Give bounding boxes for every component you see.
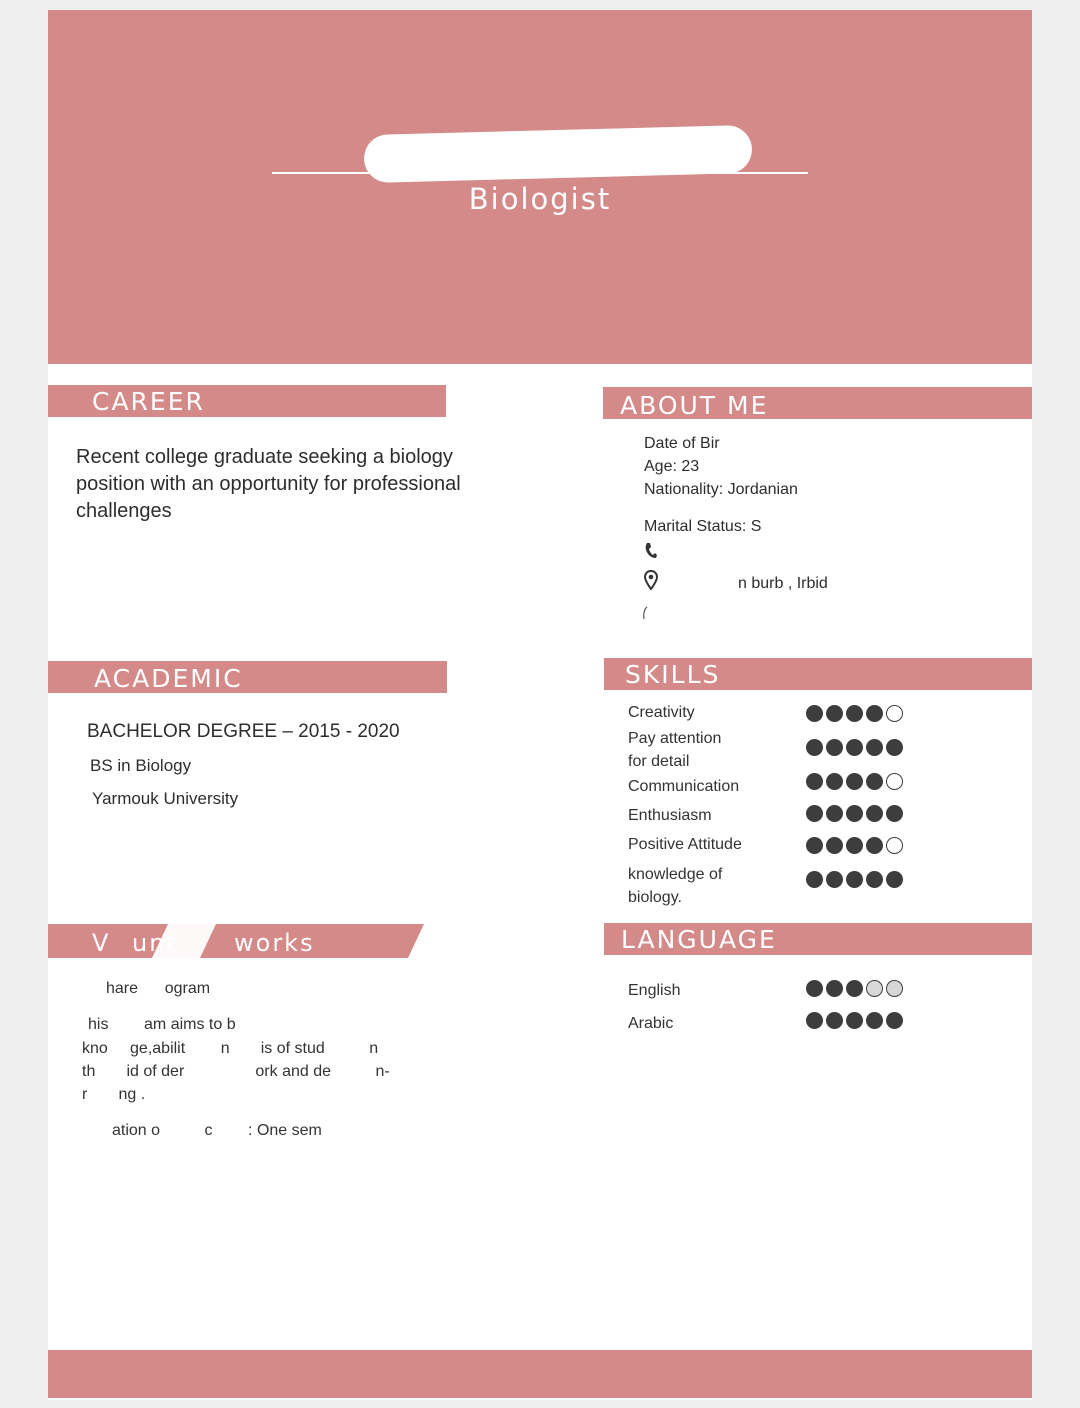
academic-heading: ACADEMIC [94, 664, 243, 693]
job-title: Biologist [468, 182, 612, 216]
rating-dot-filled [806, 871, 823, 888]
email-icon [642, 606, 650, 623]
rating-dot-empty [886, 980, 903, 997]
volunteer-line-6: ation o c : One sem [112, 1122, 322, 1139]
about-nationality: Nationality: Jordanian [644, 481, 798, 498]
rating-dot-filled [826, 871, 843, 888]
rating-dot-filled [866, 773, 883, 790]
skill-rating [806, 739, 903, 756]
rating-dot-filled [806, 739, 823, 756]
skill-label: Pay attention for detail [628, 730, 722, 770]
academic-heading-band [48, 661, 447, 693]
rating-dot-filled [826, 805, 843, 822]
rating-dot-empty [886, 705, 903, 722]
rating-dot-filled [826, 1012, 843, 1029]
rating-dot-filled [886, 805, 903, 822]
rating-dot-filled [866, 1012, 883, 1029]
skill-label: Enthusiasm [628, 807, 712, 824]
academic-university: Yarmouk University [92, 789, 239, 808]
skill-rating [806, 773, 903, 790]
rating-dot-filled [806, 837, 823, 854]
volunteer-line-1: hare ogram [106, 980, 211, 997]
rating-dot-filled [846, 980, 863, 997]
academic-degree: BACHELOR DEGREE – 2015 - 2020 [87, 721, 400, 742]
about-address: n burb , Irbid [738, 575, 828, 592]
rating-dot-partial [866, 980, 883, 997]
rating-dot-empty [886, 837, 903, 854]
rating-dot-filled [866, 871, 883, 888]
rating-dot-filled [886, 871, 903, 888]
skill-label: Communication [628, 778, 740, 795]
volunteer-heading-fragment-2: unt [132, 929, 178, 957]
rating-dot-filled [846, 837, 863, 854]
skills-heading-band [604, 658, 1032, 690]
rating-dot-filled [866, 805, 883, 822]
language-heading-band [604, 923, 1032, 955]
volunteer-heading-fragment-3: works [234, 929, 315, 957]
name-underline [272, 172, 808, 174]
volunteer-line-3: kno ge,abilit n is of stud n [82, 1040, 379, 1057]
rating-dot-filled [866, 739, 883, 756]
rating-dot-filled [806, 980, 823, 997]
volunteer-heading-fragment-1: V [92, 929, 109, 957]
redacted-name [363, 125, 752, 183]
rating-dot-filled [886, 739, 903, 756]
rating-dot-filled [846, 1012, 863, 1029]
skill-label: knowledge of biology. [628, 866, 723, 906]
about-heading: ABOUT ME [620, 391, 769, 420]
language-rating [806, 1012, 903, 1029]
rating-dot-filled [886, 1012, 903, 1029]
rating-dot-filled [826, 980, 843, 997]
rating-dot-filled [826, 705, 843, 722]
rating-dot-filled [806, 773, 823, 790]
about-heading-band [603, 387, 1032, 419]
volunteer-line-2: his am aims to b [88, 1016, 236, 1033]
career-text: Recent college graduate seeking a biology position with an opportunity for professional challenges [76, 446, 461, 522]
rating-dot-filled [846, 871, 863, 888]
skill-rating [806, 871, 903, 888]
rating-dot-filled [826, 837, 843, 854]
skill-rating [806, 837, 903, 854]
rating-dot-filled [846, 739, 863, 756]
rating-dot-filled [846, 805, 863, 822]
volunteer-line-5: r ng . [82, 1086, 146, 1103]
career-heading-band [48, 385, 446, 417]
career-heading: CAREER [92, 387, 205, 416]
skill-label: Creativity [628, 704, 695, 721]
language-label: Arabic [628, 1015, 674, 1032]
rating-dot-filled [806, 1012, 823, 1029]
skill-rating [806, 805, 903, 822]
language-label: English [628, 982, 681, 999]
academic-major: BS in Biology [90, 756, 192, 775]
footer-band [48, 1350, 1032, 1398]
rating-dot-filled [826, 739, 843, 756]
language-rating [806, 980, 903, 997]
header-banner [48, 10, 1032, 364]
phone-icon [644, 542, 658, 565]
rating-dot-filled [866, 705, 883, 722]
rating-dot-filled [826, 773, 843, 790]
resume-page [48, 10, 1032, 1400]
rating-dot-filled [846, 773, 863, 790]
rating-dot-empty [886, 773, 903, 790]
about-dob: Date of Bir [644, 435, 720, 452]
about-marital-status: Marital Status: S [644, 518, 762, 535]
skills-heading: SKILLS [625, 660, 721, 689]
location-pin-icon [644, 570, 658, 595]
language-heading: LANGUAGE [621, 925, 777, 954]
rating-dot-filled [846, 705, 863, 722]
skill-rating [806, 705, 903, 722]
rating-dot-filled [806, 805, 823, 822]
rating-dot-filled [806, 705, 823, 722]
about-age: Age: 23 [644, 458, 700, 475]
skill-label: Positive Attitude [628, 836, 742, 853]
volunteer-line-4: th id of der ork and de n- [82, 1063, 390, 1080]
rating-dot-filled [866, 837, 883, 854]
